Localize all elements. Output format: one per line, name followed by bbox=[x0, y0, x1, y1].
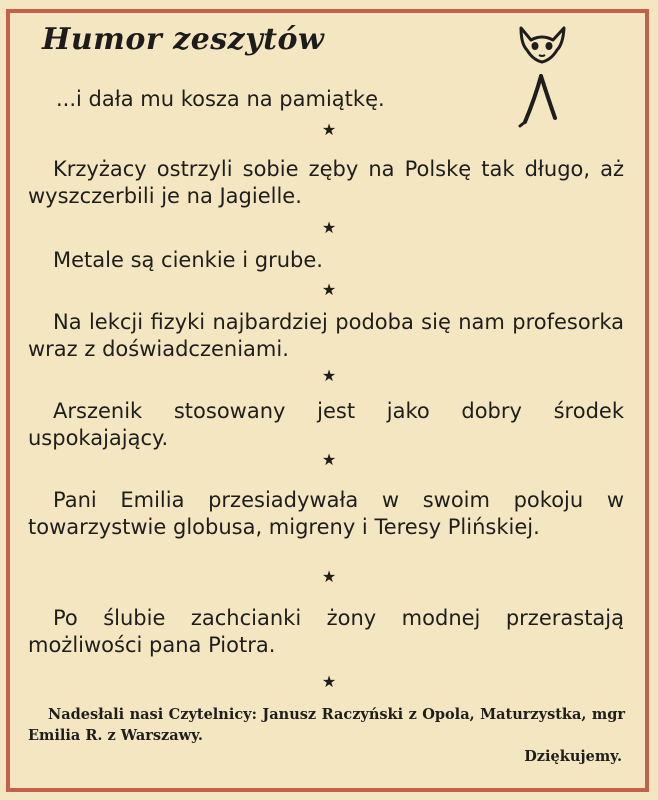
column-title: Humor zeszytów bbox=[42, 22, 325, 57]
joke-3: Na lekcji fizyki najbardziej podoba się nam profesorka wraz z doświadczeniami. bbox=[28, 310, 624, 361]
reader-credits: Nadesłali nasi Czytelnicy: Janusz Raczyński z Opola, Maturzystka, mgr Emilia R. z Warszawy. bbox=[28, 706, 625, 744]
intro-line: ...i dała mu kosza na pamiątkę. bbox=[56, 87, 385, 111]
separator-star: ★ bbox=[321, 120, 337, 139]
joke-2: Metale są cienkie i grube. bbox=[53, 248, 323, 272]
joke-4: Arszenik stosowany jest jako dobry środek uspokajający. bbox=[28, 399, 624, 450]
joke-5: Pani Emilia przesiadywała w swoim pokoju w towarzystwie globusa, migreny i Teresy Plińskiej. bbox=[28, 488, 624, 539]
joke-1: Krzyżacy ostrzyli sobie zęby na Polskę tak długo, aż wyszczerbili je na Jagielle. bbox=[28, 157, 624, 208]
separator-star: ★ bbox=[321, 280, 337, 299]
separator-star: ★ bbox=[321, 672, 337, 691]
separator-star: ★ bbox=[321, 366, 337, 385]
separator-star: ★ bbox=[321, 567, 337, 586]
joke-6: Po ślubie zachcianki żony modnej przerastają możliwości pana Piotra. bbox=[28, 606, 624, 657]
devil-mascot-icon bbox=[517, 26, 567, 134]
thanks-note: Dziękujemy. bbox=[524, 748, 622, 765]
separator-star: ★ bbox=[321, 450, 337, 469]
separator-star: ★ bbox=[321, 218, 337, 237]
